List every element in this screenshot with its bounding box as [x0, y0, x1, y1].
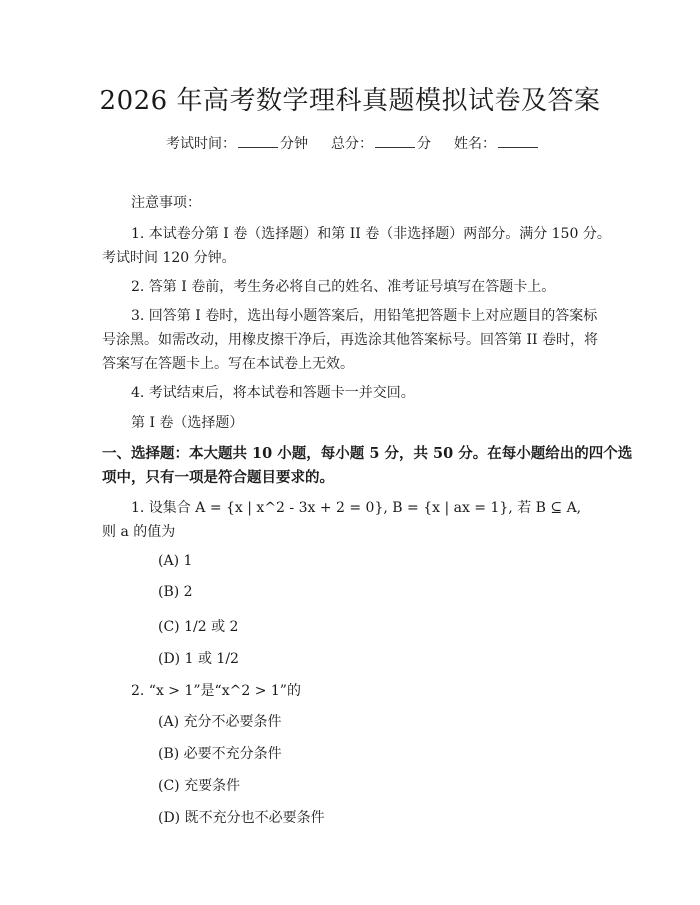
question-1-option-b: (B) 2	[158, 584, 193, 600]
notice-item-3-line-2: 号涂黑。如需改动，用橡皮擦干净后，再选涂其他答案标号。回答第 II 卷时，将	[102, 332, 598, 348]
question-2-option-a: (A) 充分不必要条件	[158, 714, 282, 730]
student-name-blank	[498, 133, 538, 148]
question-2-stem: 2. “x > 1”是“x^2 > 1”的	[131, 683, 301, 699]
section-1-heading-line-2: 项中，只有一项是符合题目要求的。	[102, 469, 334, 486]
notice-item-3-line-3: 答案写在答题卡上。写在本试卷上无效。	[102, 356, 354, 372]
exam-time-field	[166, 133, 308, 153]
question-1-option-a: (A) 1	[158, 553, 193, 569]
total-score-field	[331, 133, 431, 153]
exam-time-unit: 分钟	[280, 136, 308, 152]
question-1-stem-line-2: 则 a 的值为	[102, 524, 176, 540]
exam-time-label: 考试时间：	[166, 136, 236, 152]
section-1-heading-line-1: 一、选择题：本大题共 10 小题，每小题 5 分，共 50 分。在每小题给出的四个选	[102, 445, 633, 462]
question-1-option-c: (C) 1/2 或 2	[158, 619, 239, 635]
question-1-stem-line-1: 1. 设集合 A = {x | x^2 - 3x + 2 = 0}, B = {x | ax = 1}, 若 B ⊆ A,	[131, 500, 582, 516]
student-name-label: 姓名：	[454, 136, 496, 152]
exam-time-blank	[238, 133, 278, 148]
notice-item-4: 4. 考试结束后，将本试卷和答题卡一并交回。	[131, 385, 415, 401]
question-1-option-d: (D) 1 或 1/2	[158, 651, 239, 667]
total-score-label: 总分：	[331, 136, 373, 152]
question-2-option-d: (D) 既不充分也不必要条件	[158, 810, 325, 826]
notice-item-2: 2. 答第 I 卷前，考生务必将自己的姓名、准考证号填写在答题卡上。	[131, 279, 556, 295]
question-2-option-b: (B) 必要不充分条件	[158, 746, 282, 762]
student-name-field	[454, 133, 540, 153]
total-score-unit: 分	[417, 136, 431, 152]
question-2-option-c: (C) 充要条件	[158, 778, 241, 794]
page-title: 2026 年高考数学理科真题模拟试卷及答案	[99, 86, 601, 116]
notice-item-3-line-1: 3. 回答第 I 卷时，选出每小题答案后，用铅笔把答题卡上对应题目的答案标	[131, 308, 598, 324]
notice-item-1-line-2: 考试时间 120 分钟。	[102, 250, 236, 266]
total-score-blank	[375, 133, 415, 148]
part-1-heading: 第 I 卷（选择题）	[131, 415, 244, 431]
notice-item-1-line-1: 1. 本试卷分第 I 卷（选择题）和第 II 卷（非选择题）两部分。满分 150 分。	[131, 226, 611, 242]
notice-heading: 注意事项：	[131, 195, 201, 211]
